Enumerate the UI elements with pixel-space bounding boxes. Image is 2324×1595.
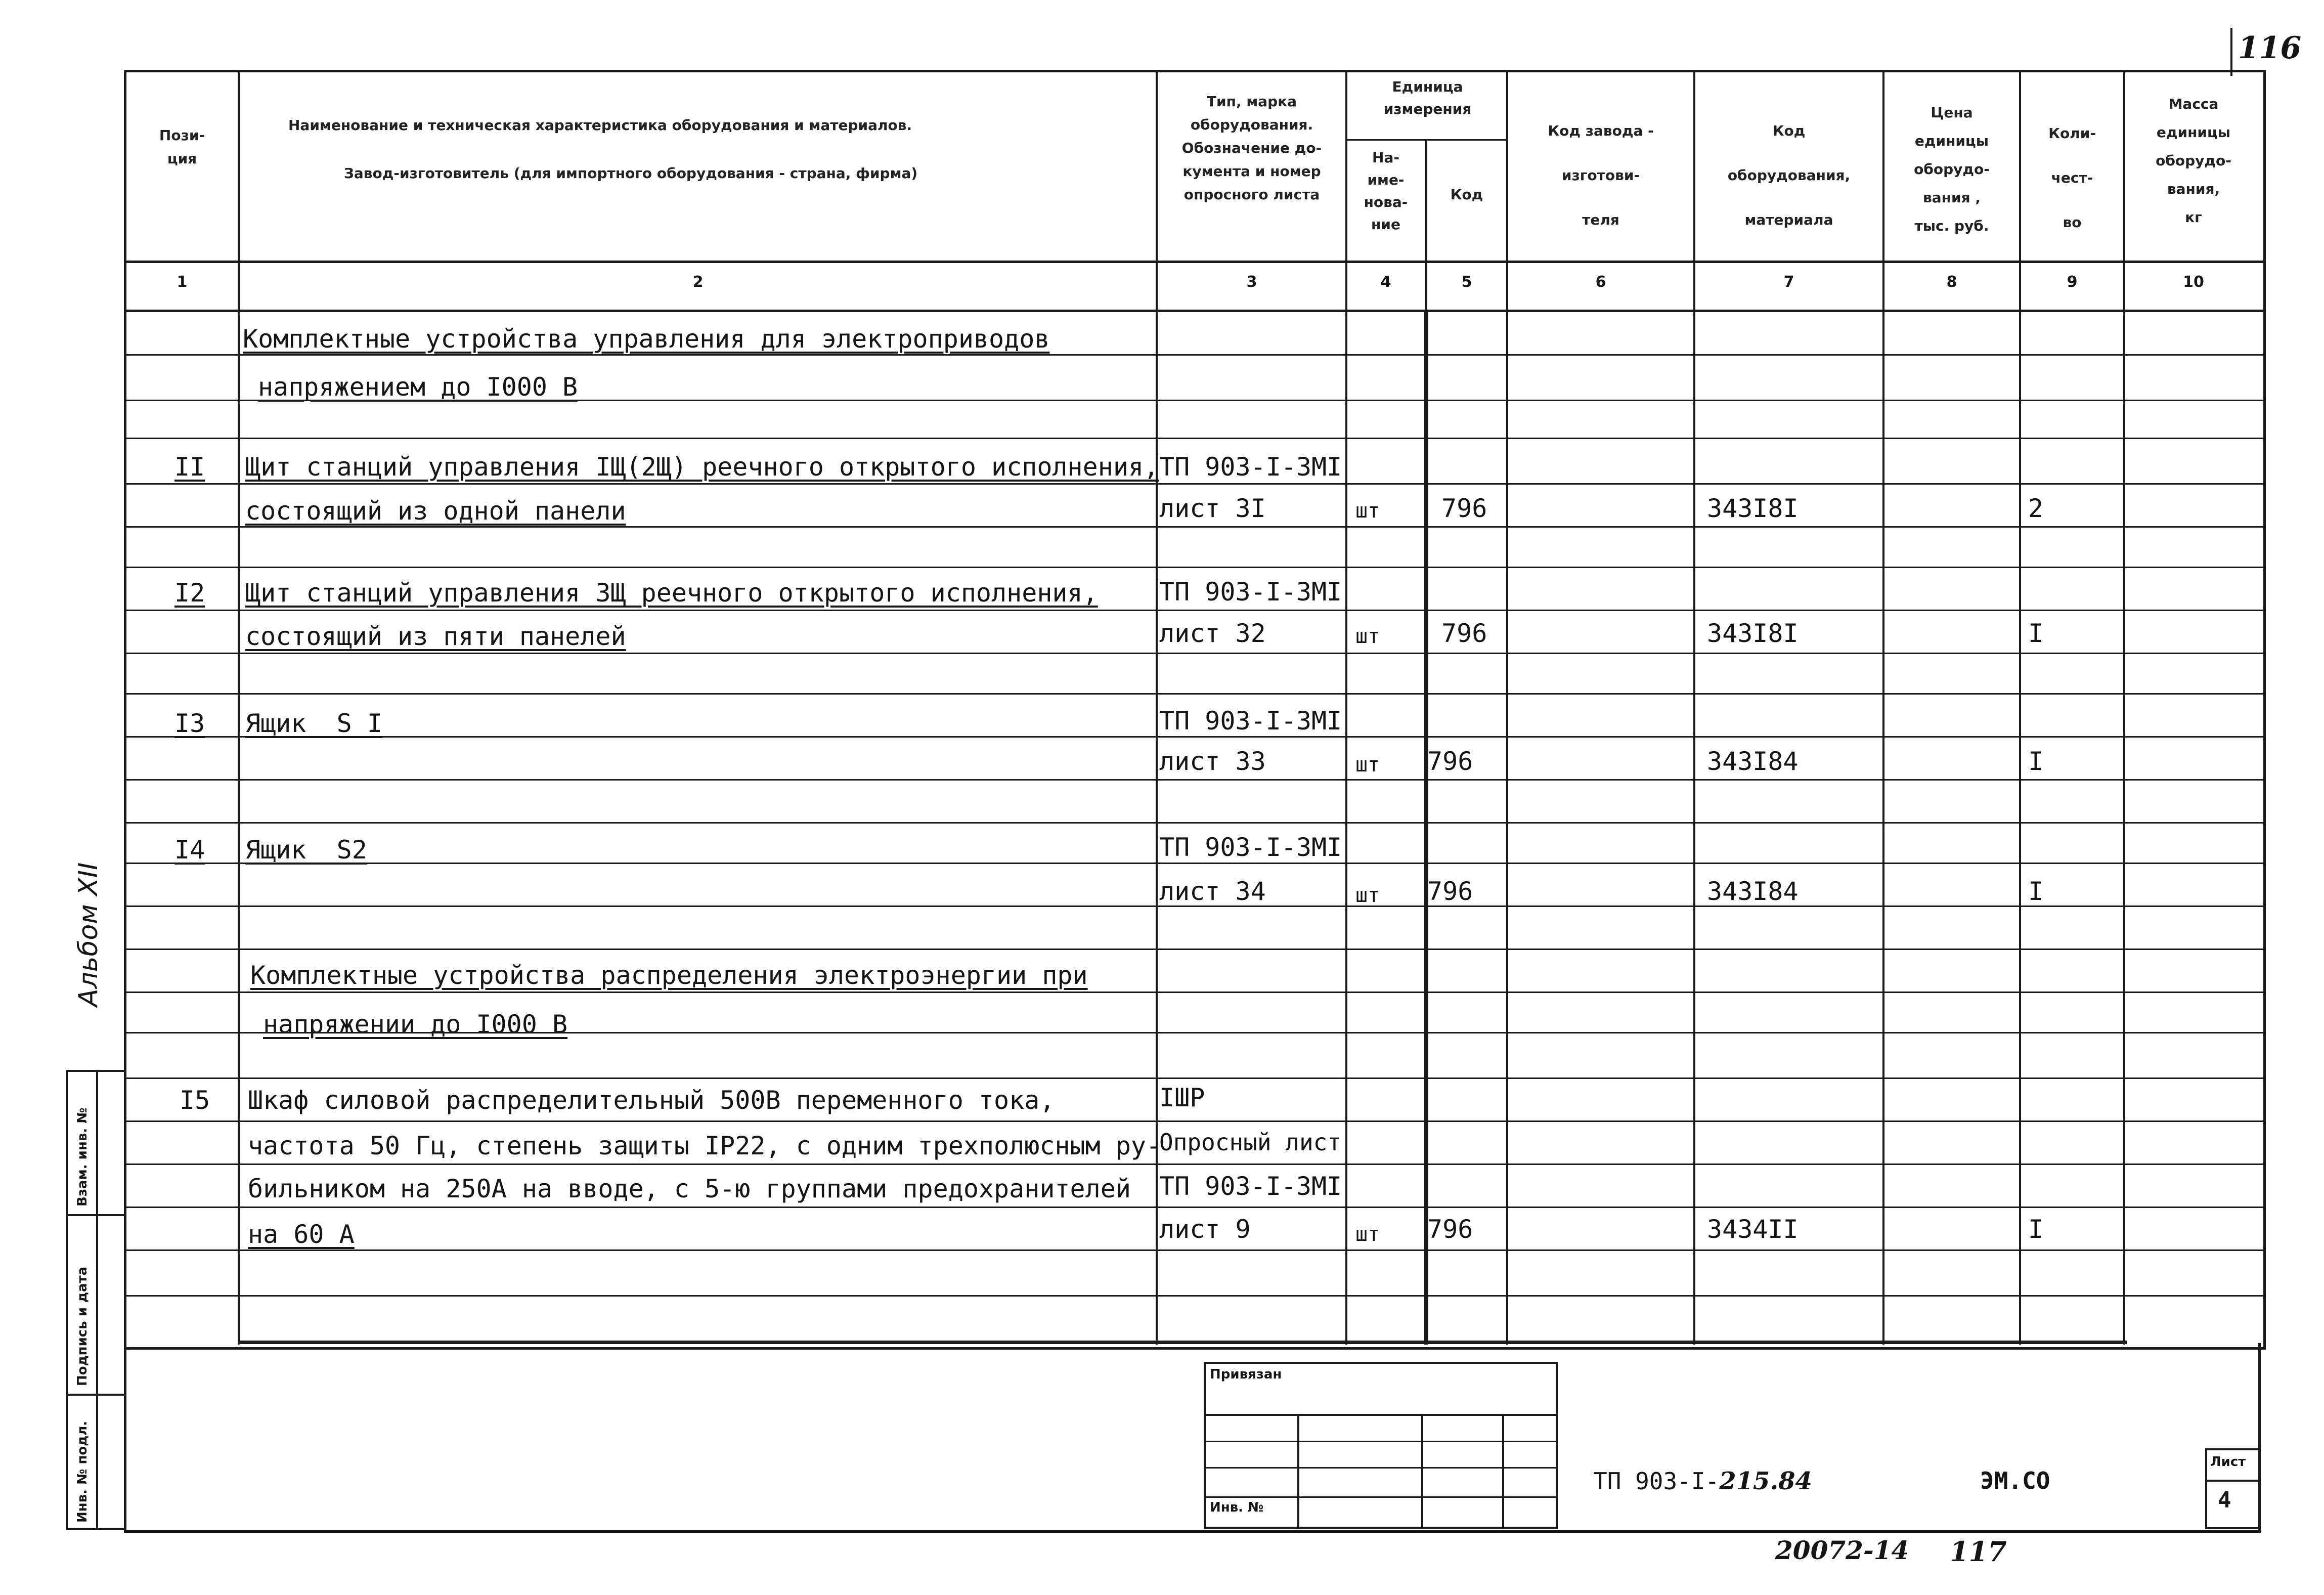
item-quantity: 2 [2028, 494, 2044, 523]
doc-designation [1593, 1467, 1812, 1495]
row-line [124, 438, 2263, 439]
item-quantity: I [2028, 1215, 2044, 1244]
header-quantity: Коли- чест- во [2048, 125, 2096, 231]
item-doc-line1: ТП 903-I-3МI [1159, 452, 1342, 482]
col-line-8 [1882, 70, 1884, 1345]
inv-podl-label: Инв. № подл. [75, 1420, 90, 1523]
sheet-number: 4 [2218, 1487, 2231, 1513]
header-equip-code: Код оборудования, материала [1727, 122, 1851, 228]
item-name-line1: Щит станций управления IЩ(2Щ) реечного открытого исполнения, [245, 452, 1159, 482]
privyazan-label: Привязан [1210, 1367, 1282, 1382]
item-position: I5 [180, 1086, 210, 1115]
row-line [124, 1077, 2263, 1079]
item-doc-line1: ТП 903-I-3МI [1159, 706, 1342, 736]
album-label: Альбом XII [73, 862, 104, 1007]
header-name-line1: Наименование и техническая характеристика оборудования и материалов. [288, 117, 912, 134]
doc-mark: ЭМ.СО [1980, 1467, 2050, 1494]
header-factory-code: Код завода - изготови- теля [1548, 122, 1654, 228]
approval-col [1421, 1414, 1423, 1529]
row-line [124, 1163, 2263, 1165]
approval-line [1204, 1414, 1558, 1416]
item-equip-code: 3434II [1707, 1215, 1799, 1244]
header-price: Цена единицы оборудо- вания , тыс. руб. [1914, 104, 1990, 234]
section-title-line2: напряжении до I000 В [263, 1010, 568, 1039]
item-unit: шт [1355, 753, 1380, 777]
stamp-inner-line [96, 1070, 98, 1530]
colnum-7: 7 [1783, 273, 1794, 291]
item-unit-code: 796 [1427, 877, 1473, 906]
item-name-line1: Шкаф силовой распределительный 500В переменного тока, [248, 1086, 1055, 1115]
col-line-6 [1506, 70, 1508, 1345]
item-position: I2 [174, 578, 205, 608]
col-line-9 [2019, 70, 2021, 1345]
corner-tick [2230, 28, 2232, 76]
approval-line [1204, 1496, 1558, 1498]
item-unit: шт [1355, 884, 1380, 907]
col-line-3 [1345, 70, 1347, 1345]
approval-col [1502, 1414, 1504, 1529]
item-doc-line2: Опросный лист [1159, 1129, 1342, 1156]
sheet-label: Лист [2210, 1454, 2246, 1470]
sheet-box-divider [2205, 1480, 2261, 1482]
item-doc-line1: ТП 903-I-3МI [1159, 577, 1342, 607]
item-unit-code: 796 [1427, 747, 1473, 776]
colnum-4: 4 [1380, 273, 1391, 291]
row-line [124, 653, 2263, 654]
item-equip-code: 343I8I [1707, 494, 1799, 523]
header-mass: Масса единицы оборудо- вания, кг [2156, 96, 2231, 226]
item-doc-line2: лист 34 [1159, 877, 1266, 906]
item-name-line2: состоящий из одной панели [245, 496, 626, 526]
inv-no-label: Инв. № [1210, 1500, 1264, 1515]
row-line [124, 736, 2263, 738]
colnum-2: 2 [692, 273, 704, 291]
item-doc-line3: ТП 903-I-3МI [1159, 1172, 1342, 1201]
item-quantity: I [2028, 877, 2044, 906]
item-doc-line1: IШР [1159, 1083, 1205, 1112]
row-line [124, 1120, 2263, 1122]
header-name-line2: Завод-изготовитель (для импортного оборудования - страна, фирма) [344, 165, 918, 182]
section-title-line1: Комплектные устройства распределения электроэнергии при [250, 961, 1088, 990]
col-line-7 [1693, 70, 1695, 1345]
row-line [124, 949, 2263, 950]
item-position: II [174, 452, 205, 482]
row-line [124, 693, 2263, 695]
col-line-10 [2123, 70, 2125, 1345]
item-quantity: I [2028, 619, 2044, 648]
item-unit-code: 796 [1441, 494, 1487, 523]
header-position: Пози- ция [159, 127, 205, 167]
doc-code-print: ТП 903-I- [1593, 1468, 1720, 1495]
row-line [124, 526, 2263, 528]
title-block-frame [124, 1343, 2261, 1533]
item-name-line3: бильником на 250А на вводе, с 5-ю группами предохранителей [248, 1174, 1131, 1203]
approval-col [1297, 1414, 1299, 1529]
row-line [124, 354, 2263, 356]
item-name-line1: Щит станций управления 3Щ реечного открытого исполнения, [245, 578, 1098, 608]
row-line [124, 822, 2263, 824]
header-unit-name: На- име- нова- ние [1364, 149, 1408, 233]
colnum-5: 5 [1461, 273, 1472, 291]
item-equip-code: 343I84 [1707, 877, 1799, 906]
item-equip-code: 343I8I [1707, 619, 1799, 648]
row-line [124, 1249, 2263, 1251]
item-unit: шт [1355, 625, 1380, 648]
item-quantity: I [2028, 747, 2044, 776]
bottom-hand-left: 20072-14 [1775, 1535, 1909, 1565]
row-line [124, 779, 2263, 781]
colnum-3: 3 [1246, 273, 1257, 291]
item-unit: шт [1355, 1223, 1380, 1246]
item-name-line2: частота 50 Гц, степень защиты IP22, с одним трехполюсным ру- [248, 1131, 1162, 1160]
row-line [124, 483, 2263, 485]
section-title-line2: напряжением до I000 В [258, 372, 578, 402]
item-name-line1: Ящик S I [245, 709, 382, 738]
row-line [124, 863, 2263, 864]
item-doc-line1: ТП 903-I-3МI [1159, 833, 1342, 862]
item-unit-code: 796 [1441, 619, 1487, 648]
item-doc-line2: лист 33 [1159, 747, 1266, 776]
row-line [124, 567, 2263, 568]
item-doc-line4: лист 9 [1159, 1215, 1251, 1244]
doc-code-hand: 215.84 [1719, 1467, 1812, 1495]
header-bottom-line [124, 261, 2266, 263]
item-position: I3 [174, 709, 205, 738]
item-unit-code: 796 [1427, 1215, 1473, 1244]
header-unit-group: Единица измерения [1383, 78, 1472, 117]
header-unit-code: Код [1450, 186, 1483, 203]
col-line-5-bold [1424, 310, 1428, 1345]
header-type-doc: Тип, марка оборудования. Обозначение до- кумента и номер опросного листа [1181, 93, 1322, 203]
approval-line [1204, 1467, 1558, 1469]
item-doc-line2: лист 3I [1159, 494, 1266, 523]
colnum-bottom-line [124, 310, 2266, 312]
item-doc-line2: лист 32 [1159, 619, 1266, 648]
item-unit: шт [1355, 499, 1380, 523]
item-position: I4 [174, 835, 205, 865]
sign-date-label: Подпись и дата [75, 1266, 90, 1386]
colnum-8: 8 [1946, 273, 1957, 291]
row-line [124, 610, 2263, 611]
inv-number-label: Взам. инв. № [75, 1107, 90, 1206]
section-title-line1: Комплектные устройства управления для электроприводов [243, 324, 1050, 354]
item-name-line4: на 60 А [248, 1220, 355, 1249]
col-line-1 [238, 70, 240, 1345]
item-equip-code: 343I84 [1707, 747, 1799, 776]
corner-sheet-number: 116 [2238, 30, 2302, 66]
approval-line [1204, 1441, 1558, 1442]
item-name-line1: Ящик S2 [245, 835, 367, 865]
item-name-line2: состоящий из пяти панелей [245, 622, 626, 651]
row-line [124, 992, 2263, 993]
colnum-1: 1 [177, 273, 188, 291]
row-line [124, 1295, 2263, 1297]
row-line [124, 1206, 2263, 1208]
colnum-10: 10 [2183, 273, 2204, 291]
bottom-hand-right: 117 [1950, 1535, 2007, 1568]
colnum-6: 6 [1595, 273, 1606, 291]
colnum-9: 9 [2067, 273, 2078, 291]
